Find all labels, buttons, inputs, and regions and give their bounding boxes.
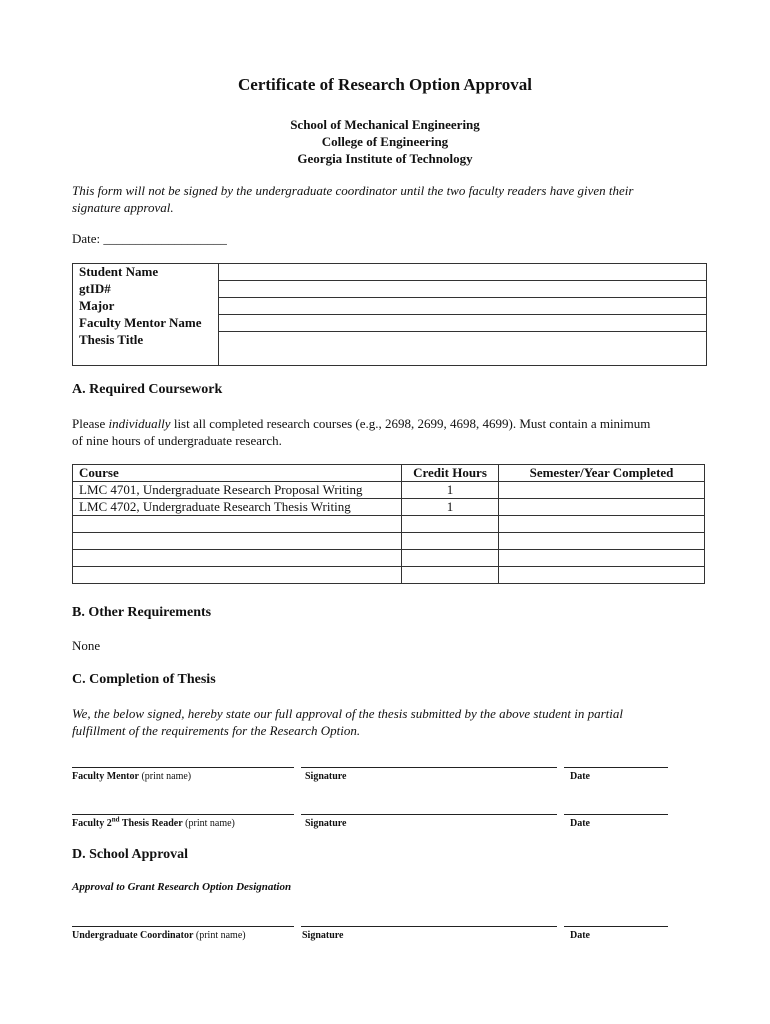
section-d-heading: D. School Approval: [72, 847, 189, 862]
coordinator-label-bold: Undergraduate Coordinator: [72, 930, 194, 941]
thesis-title-field[interactable]: [219, 332, 707, 366]
faculty-mentor-label: Faculty Mentor Name: [73, 315, 219, 332]
other-requirements-text: None: [72, 638, 101, 653]
reader-date-label: [570, 818, 590, 829]
reader-date-line[interactable]: [564, 814, 668, 815]
course-cell[interactable]: LMC 4701, Undergraduate Research Proposal Writing: [73, 482, 402, 499]
semester-cell[interactable]: [499, 482, 705, 499]
column-semester: Semester/Year Completed: [499, 465, 705, 482]
section-c-heading: C. Completion of Thesis: [72, 672, 216, 687]
coordinator-signature-label: [302, 930, 344, 941]
school-approval-subheading: Approval to Grant Research Option Designation: [72, 881, 292, 893]
college-name: College of Engineering: [321, 134, 449, 149]
coursework-text-end: list all completed research courses (e.g., 2698, 2699, 4698, 4699). Must contain a minimum: [170, 416, 651, 431]
coordinator-date-line[interactable]: [564, 926, 668, 927]
gtid-field[interactable]: [219, 281, 707, 298]
hours-cell[interactable]: [402, 550, 499, 567]
signature-label-text: Signature: [305, 818, 347, 829]
faculty-mentor-field[interactable]: [219, 315, 707, 332]
table-row: [73, 550, 705, 567]
date-label-text: Date: [570, 930, 590, 941]
semester-cell[interactable]: [499, 516, 705, 533]
mentor-name-label: [72, 771, 191, 782]
coursework-instructions-line1: [72, 416, 650, 432]
reader-label-note: (print name): [182, 818, 235, 829]
date-label-text: Date: [570, 771, 590, 782]
intro-note-line1: This form will not be signed by the undergraduate coordinator until the two faculty readers have given their: [72, 183, 634, 198]
thesis-approval-line1: We, the below signed, hereby state our full approval of the thesis submitted by the above student in partial: [72, 706, 623, 721]
coursework-text-start: Please: [72, 416, 109, 431]
coursework-instructions-line2: of nine hours of undergraduate research.: [72, 433, 282, 448]
column-credit-hours: Credit Hours: [402, 465, 499, 482]
school-name: School of Mechanical Engineering: [290, 117, 480, 132]
hours-cell[interactable]: 1: [402, 499, 499, 516]
signature-label-text: Signature: [305, 771, 347, 782]
semester-cell[interactable]: [499, 533, 705, 550]
mentor-name-line[interactable]: [72, 767, 294, 768]
table-row: [73, 499, 705, 516]
course-table: [72, 464, 705, 584]
hours-cell[interactable]: [402, 516, 499, 533]
reader-label-start: Faculty 2: [72, 818, 112, 829]
reader-signature-line[interactable]: [301, 814, 557, 815]
table-row: [73, 482, 705, 499]
course-cell[interactable]: [73, 516, 402, 533]
course-cell[interactable]: LMC 4702, Undergraduate Research Thesis Writing: [73, 499, 402, 516]
mentor-label-note: (print name): [138, 771, 192, 782]
semester-cell[interactable]: [499, 567, 705, 584]
thesis-approval-line2: fulfillment of the requirements for the Research Option.: [72, 723, 361, 738]
coordinator-date-label: [570, 930, 590, 941]
reader-signature-label: [305, 818, 347, 829]
thesis-title-label: Thesis Title: [73, 332, 219, 366]
signature-label-text: Signature: [302, 930, 344, 941]
section-b-heading: B. Other Requirements: [72, 605, 212, 620]
coordinator-name-line[interactable]: [72, 926, 294, 927]
major-label: Major: [73, 298, 219, 315]
reader-name-label: [72, 815, 235, 829]
student-name-field[interactable]: [219, 264, 707, 281]
semester-cell[interactable]: [499, 499, 705, 516]
institute-name: Georgia Institute of Technology: [297, 151, 473, 166]
coordinator-name-label: [72, 930, 246, 941]
reader-label-sup: nd: [111, 815, 120, 824]
date-field[interactable]: Date: ___________________: [72, 231, 227, 246]
coordinator-label-note: (print name): [193, 930, 246, 941]
table-row: [73, 516, 705, 533]
hours-cell[interactable]: 1: [402, 482, 499, 499]
hours-cell[interactable]: [402, 567, 499, 584]
coursework-text-emphasis: individually: [108, 416, 171, 431]
page-title: Certificate of Research Option Approval: [238, 75, 532, 94]
hours-cell[interactable]: [402, 533, 499, 550]
semester-cell[interactable]: [499, 550, 705, 567]
student-info-table: [72, 263, 707, 366]
gtid-label: gtID#: [73, 281, 219, 298]
column-course: Course: [73, 465, 402, 482]
student-name-label: Student Name: [73, 264, 219, 281]
date-label-text: Date: [570, 818, 590, 829]
course-cell[interactable]: [73, 567, 402, 584]
major-field[interactable]: [219, 298, 707, 315]
mentor-date-line[interactable]: [564, 767, 668, 768]
intro-note-line2: signature approval.: [72, 200, 174, 215]
mentor-signature-label: [305, 771, 347, 782]
reader-label-end: Thesis Reader: [119, 818, 183, 829]
table-row: [73, 533, 705, 550]
coordinator-signature-line[interactable]: [301, 926, 557, 927]
reader-name-line[interactable]: [72, 814, 294, 815]
mentor-label-bold: Faculty Mentor: [72, 771, 139, 782]
course-cell[interactable]: [73, 533, 402, 550]
table-row: [73, 567, 705, 584]
section-a-heading: A. Required Coursework: [72, 382, 223, 397]
course-table-header: [73, 465, 705, 482]
mentor-date-label: [570, 771, 590, 782]
mentor-signature-line[interactable]: [301, 767, 557, 768]
course-cell[interactable]: [73, 550, 402, 567]
